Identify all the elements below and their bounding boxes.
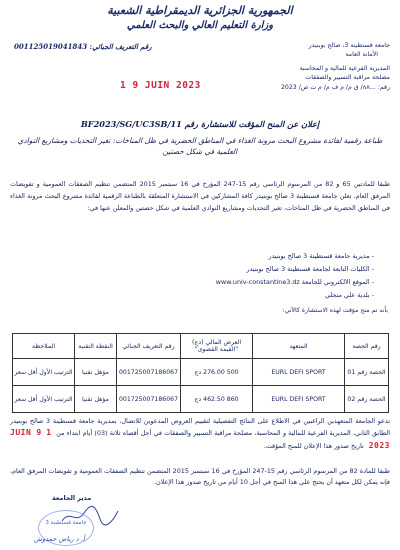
- date-stamp: 1 9 JUIN 2023: [120, 80, 201, 91]
- notice-title: إعلان عن المنح المؤقت للاستشارة رقم BF2023/SG/UC3SB/11: [80, 119, 320, 129]
- cell-technical: مؤهل تقنيا: [75, 386, 117, 413]
- table-row: [13, 386, 389, 413]
- cell-amount: 500 276.00 دج: [181, 359, 253, 386]
- bullet-item: - الموقع الالكتروني للجامعة www.univ-constantine3.dz: [215, 278, 374, 286]
- cell-amount: 860 462.50 دج: [181, 386, 253, 413]
- university-name: جامعة قسنطينة 3، صالح بوبنيدر: [308, 42, 390, 49]
- ministry-header: وزارة التعليم العالي والبحث العلمي: [126, 20, 274, 31]
- bullet-item: - مديرية جامعة قسنطينة 3 صالح بوبنيدر: [268, 252, 374, 260]
- tax-id-value: 001125019041843: [14, 42, 88, 51]
- closing-paragraph-1: تدعو الجامعة المتعهدين الراغبين في الاطلاع على النتائج التفصيلية لتقييم العروض المدعوين للاتصال، بمديرية جامعة قسنطينة 3 صالح بوبنيدر الطابق الثاني، المديرية الفرعية للمالية و المحاسبة، مصلحة مراقبة التسيير والصفقات في أجل أقصاه ثلاثة (03) أيام ابتداء من 1 9 JUIN 2023 تاريخ صدور هذا الإعلان للمنح المؤقت.: [10, 417, 390, 450]
- handwritten-signature: [60, 505, 120, 527]
- col-lot: رقم الحصة: [345, 334, 389, 359]
- table-caption: بأنه تم منح مؤقت لهذه الاستشارة كالآتي:: [282, 307, 388, 314]
- table-row: [13, 359, 389, 386]
- col-bidder: المتعهد: [253, 334, 345, 359]
- signer-name: أ. د رياض حمدوش: [34, 535, 85, 543]
- cell-tax-id: 001725007186067: [117, 386, 181, 413]
- rectorate-name: الأمانة العامة: [345, 50, 378, 58]
- bullet-item: - بلدية علي منجلي: [324, 291, 374, 299]
- seal-text: جامعة قسنطينة 3: [45, 520, 87, 526]
- signature-title: مدير الجامعة: [52, 494, 92, 502]
- col-remark: الملاحظة: [13, 334, 75, 359]
- cell-remark: الترتيب الأول أقل سعر: [13, 386, 75, 413]
- table-header-row: [13, 334, 389, 359]
- service-name: مصلحة مراقبة التسيير والصفقات: [305, 73, 390, 81]
- bullet-item: - الكليات التابعة لجامعة قسنطينة 3 صالح بوبنيدر: [246, 265, 374, 273]
- reference-number: رقم: ...ʌʌ/ ق م/ م ف م/ م ت ص/ 2023: [281, 84, 390, 92]
- cell-bidder: EURL DEFI SPORT: [253, 359, 345, 386]
- republic-header: الجمهورية الجزائرية الديمقراطية الشعبية: [107, 4, 293, 17]
- cell-lot: الحصة رقم 01: [345, 359, 389, 386]
- col-amount: العرض المالي (دج) "القيمة القصوى": [181, 334, 253, 359]
- award-table: [12, 333, 389, 413]
- cell-tax-id: 001725007186067: [117, 359, 181, 386]
- closing-paragraph-2: طبقا للمادة 82 من المرسوم الرئاسي رقم 15-247 المؤرخ في 16 سبتمبر 2015 المتضمن تنظيم الصفقات العمومية و تفويضات المرفق العام، فإنه يمكن لكل متعهد أن يحتج على هذا المنح في أجل 10 أيام من تاريخ صدور هذا الإعلان.: [10, 467, 390, 487]
- cell-remark: الترتيب الأول أقل سعر: [13, 359, 75, 386]
- intro-paragraph: طبقا للمادتين 65 و 82 من المرسوم الرئاسي رقم 15-247 المؤرخ في 16 سبتمبر 2015 المتضمن تنظيم الصفقات العمومية و تفويضات المرفق العام، تعلن جامعة قسنطينة 3 صالح بوبنيدر كافة المشاركين في الاستشارة المتعلقة بالطباعة الرقمية لفائدة مشروع البحث مرونة الغذاء في المناطق الحضرية في ظل المناخات، تغير التحديات ومشاريع النوادي العلمية في شكل حصتين والمعلن عنها في:: [10, 180, 390, 213]
- cell-bidder: EURL DEFI SPORT: [253, 386, 345, 413]
- closing-date-stamp: 1 9 JUIN 2023: [10, 428, 390, 450]
- notice-subtitle: طباعة رقمية لفائدة مشروع البحث مرونة الغذاء في المناطق الحضرية في ظل المناخات: تغير التحديات ومشاريع النوادي العلمية في شكل حصتين: [17, 136, 383, 156]
- directorate-name: المديرية الفرعية للمالية و المحاسبة: [299, 65, 390, 73]
- col-technical: النقطة التقنية: [75, 334, 117, 359]
- tax-id-label: رقم التعريف الجبائي:: [89, 42, 152, 51]
- col-tax-id: رقم التعريف الجبائي: [117, 334, 181, 359]
- issuer-block: [240, 42, 390, 93]
- cell-lot: الحصة رقم 02: [345, 386, 389, 413]
- tax-id-block: [14, 42, 152, 51]
- cell-technical: مؤهل تقنيا: [75, 359, 117, 386]
